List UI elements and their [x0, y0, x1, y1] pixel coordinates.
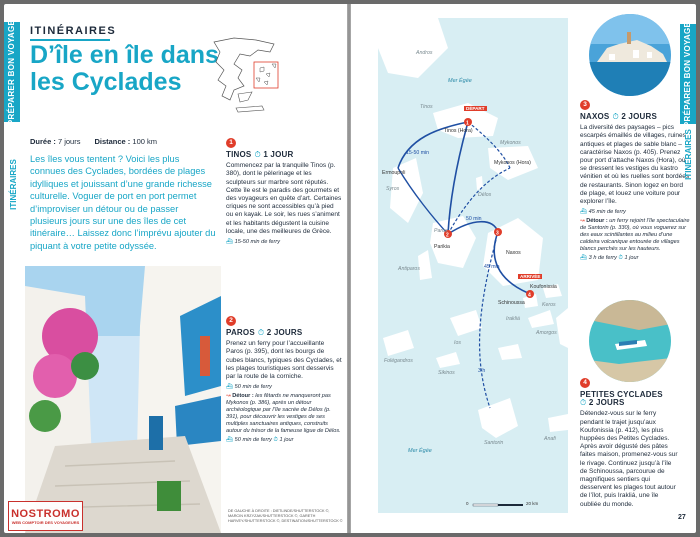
map-label: Mykonos (Hora) [494, 160, 531, 166]
step-text: La diversité des paysages – pics escarpés émaillés de villages, ruines antiques et plages de sable blanc – caractérise Naxos (p. 405). Prenez pour port d’attache Naxos (Hora), où se dressent les vestiges du kastro vénitien et où les ruelles sont bordées de restaurants. Sinon logez en bord de plage, et louez une voiture pour explorer l’île. [580, 124, 690, 206]
start-badge: DÉPART [466, 106, 485, 111]
detour-icon: ↝ [580, 218, 585, 225]
left-page [4, 4, 347, 533]
page-title: D’île en île dans les Cyclades [30, 41, 219, 96]
step-heading: TINOS ⏱ 1 JOUR [226, 150, 294, 159]
side-label-right: ITINÉRAIRES [683, 128, 693, 180]
step-3 [580, 100, 690, 264]
clock-icon: ⏱ [612, 112, 619, 121]
step-number: 1 [226, 138, 236, 148]
map-label: Irakliá [506, 316, 520, 322]
kicker: ITINÉRAIRES [30, 25, 117, 37]
ferry-icon: ⛴ [226, 239, 234, 246]
step-number: 4 [580, 378, 590, 388]
map-label-sea: Mer Égée [408, 448, 432, 454]
map-label: Andros [416, 50, 433, 56]
map-label: Paros [434, 228, 448, 234]
nostromo-logo: NOSTROMO WEB COMPTOIR DES VOYAGEURS [8, 501, 83, 531]
map-label: Sikinos [438, 370, 455, 376]
map-label: Syros [386, 186, 400, 192]
map-label: Antiparos [398, 266, 420, 272]
map-label: Schinoussa [498, 300, 525, 306]
map-label: Mykonos [500, 140, 521, 146]
ferry-info-2: ⛴ 50 min de ferry ⏱ 1 jour [226, 437, 294, 444]
ferry-info: ⛴ 45 min de ferry [580, 209, 626, 216]
route-time: 50 min [466, 216, 482, 222]
ferry-icon: ⛴ [580, 255, 588, 262]
clock-icon: ⏱ [273, 437, 278, 444]
step-4 [580, 378, 680, 512]
right-page [351, 4, 696, 533]
map-label: Amorgos [536, 330, 557, 336]
map-label: Folégandros [384, 358, 413, 364]
map-label: Santorin [484, 440, 504, 446]
map-label: Naxos [506, 250, 521, 256]
step-text: Commencez par la tranquille Tinos (p. 380), dont le pèlerinage et les sculpteurs sur marbre sont réputés. Cette île est le paradis des gourmets et des voyageurs en quête d’art. Certaines criques ne sont accessibles qu’à pied ou en kayak. Le soir, les rues s’animent et les habitants dégustent la cuisine locale, une des meilleures de Grèce. [226, 162, 342, 235]
step-number: 2 [226, 316, 236, 326]
side-label-left: ITINÉRAIRES [8, 158, 18, 210]
ferry-icon: ⛴ [580, 209, 588, 216]
step-heading: PAROS ⏱ 2 JOURS [226, 328, 303, 337]
step-text: Prenez un ferry pour l’accueillante Paros (p. 395), dont les bourgs de cubes blancs, typiques des Cyclades, et les plages touristiques sont desservis par la route de la corniche. [226, 340, 342, 381]
intro-paragraph: Les îles vous tentent ? Voici les plus connues des Cyclades, bordées de plages idylliques et jouissant d’une grande richesse culturelle. Voguer de port en port permet d’improviser un détour ou de passer plusieurs jours sur une des îles de cet itinéraire… Laissez donc l’imprévu ajouter du piquant à votre petite odyssée. [30, 154, 216, 251]
map-label: Tinos [420, 104, 433, 110]
koufonissia-photo [589, 300, 671, 382]
detour-icon: ↝ [226, 393, 231, 400]
clock-icon: ⏱ [257, 328, 265, 337]
map-label-sea: Mer Égée [448, 78, 472, 84]
step-1 [226, 138, 342, 248]
map-label: Délos [478, 192, 492, 198]
paros-street-photo [25, 266, 221, 533]
page-number: 27 [678, 514, 686, 521]
route-time: 45 min [484, 264, 500, 270]
svg-text:3: 3 [496, 230, 499, 237]
map-label: Keros [542, 302, 556, 308]
detour-info: ↝ Détour : les fêtards ne manqueront pas Mykonos (p. 386), après un détour archéologique par l’île sacrée de Délos (p. 391), pour découvrir les vestiges de ses multiples sanctuaires antiques, construits autour du trésor de la fameuse ligue de Délos. [226, 393, 341, 435]
map-label: Tinos (Hora) [444, 128, 473, 134]
scale-label: 20 km [526, 501, 539, 506]
svg-text:1: 1 [466, 120, 469, 127]
ferry-icon: ⛴ [226, 437, 234, 444]
clock-icon: ⏱ [580, 398, 587, 408]
ferry-info: ⛴ 15-50 min de ferry [226, 239, 281, 246]
ferry-info-2: ⛴ 3 h de ferry ⏱ 1 jour [580, 255, 639, 262]
svg-text:2: 2 [446, 232, 449, 239]
step-number: 3 [580, 100, 590, 110]
trip-meta: Durée : 7 jours Distance : 100 km [30, 137, 158, 146]
step-2 [226, 316, 342, 446]
map-label: Anafi [544, 436, 556, 442]
ferry-info: ⛴ 50 min de ferry [226, 384, 272, 391]
ferry-icon: ⛴ [226, 384, 234, 391]
side-tab-left: PRÉPARER BON VOYAGE [4, 22, 20, 122]
route-time: 15-50 min [406, 150, 430, 156]
svg-text:4: 4 [528, 292, 531, 299]
finish-badge: ARRIVÉE [520, 274, 541, 279]
map-label: Ios [454, 340, 461, 346]
naxos-photo [589, 14, 671, 96]
step-heading: PETITES CYCLADES ⏱ 2 JOURS [580, 390, 663, 408]
clock-icon: ⏱ [254, 150, 261, 159]
scale-zero: 0 [466, 501, 469, 506]
map-label: Ermoupoli [382, 170, 406, 176]
map-label: Koufonissia [530, 284, 557, 290]
map-label: Parikia [434, 244, 450, 250]
detour-info: ↝ Détour : un ferry rejoint l’île spectaculaire de Santorin (p. 330), où vous voguerez sur des eaux scintillantes au milieu d’une caldeira volcanique entourée de villages blancs perchés sur les hauteurs. [580, 218, 690, 253]
side-tab-right: PRÉPARER BON VOYAGE [680, 24, 696, 124]
greece-outline-icon [204, 34, 294, 114]
clock-icon: ⏱ [618, 255, 623, 262]
step-text: Détendez-vous sur le ferry pendant le trajet jusqu’aux Koufonissia (p. 412), les plus huppées des Petites Cyclades. Après avoir dégusté des pâtes faites maison, promenez-vous sur le rivage. Continuez jusqu’à l’île de Schinoussa, parcourue de magnifiques sentiers qui desservent les plages tout autour de l’îlot, puis Irakliá, une île oubliée du monde. [580, 410, 678, 508]
photo-credits: DE GAUCHE À DROITE : DIETLINDE/SHUTTERSTOCK ©, MARCIN KRZYZAK/SHUTTERSTOCK ©, GARETH HARVEY/SHUTTERSTOCK ©, DESTINATION/SHUTTERSTOCK © [228, 509, 343, 523]
step-heading: NAXOS ⏱ 2 JOURS [580, 112, 657, 121]
cyclades-map [378, 18, 568, 513]
route-time: 3 h [478, 368, 486, 374]
